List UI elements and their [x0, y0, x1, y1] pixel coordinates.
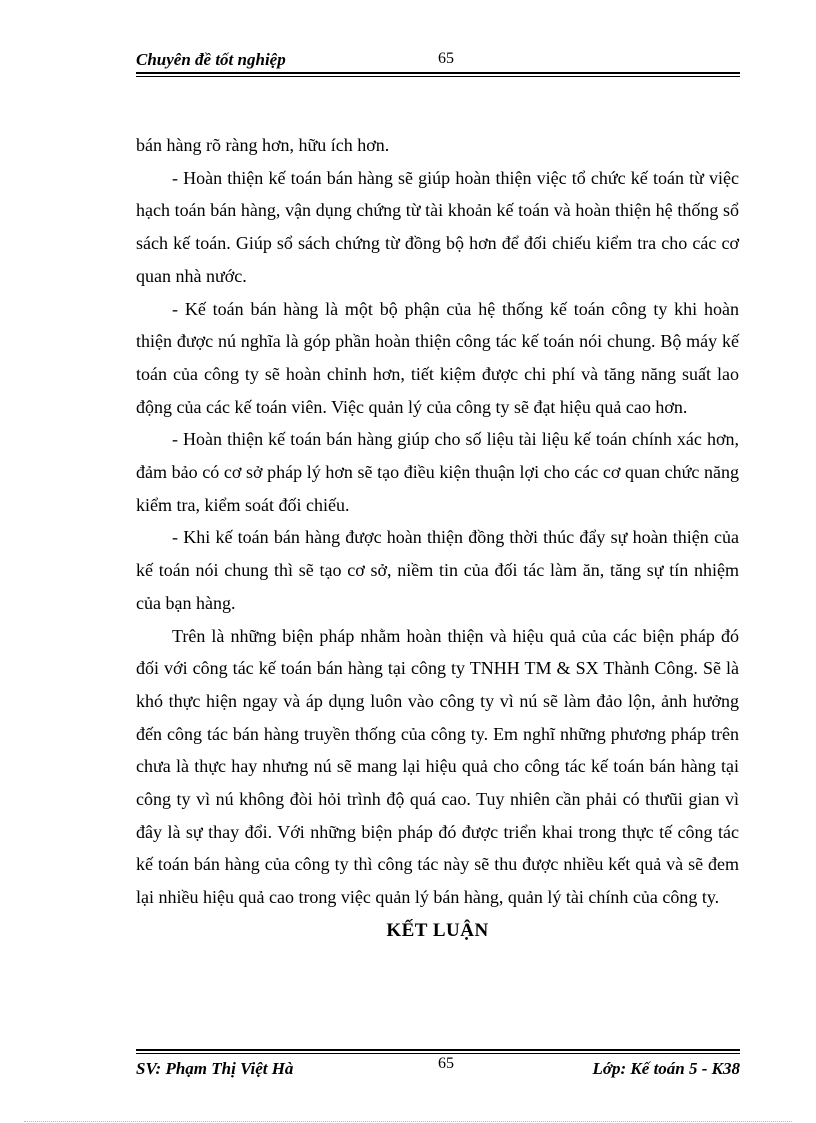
paragraph-data-accuracy: - Hoàn thiện kế toán bán hàng giúp cho số liệu tài liệu kế toán chính xác hơn, đảm bảo có cơ sở pháp lý hơn sẽ tạo điều kiện thuận lợi cho các cơ quan chức năng kiểm tra, kiểm soát đối chiếu.	[136, 429, 739, 515]
header-rule	[136, 76, 740, 77]
document-title: Chuyên đề tốt nghiệp	[136, 50, 286, 69]
header-page-number: 65	[438, 50, 454, 67]
paragraph-continuation: bán hàng rõ ràng hơn, hữu ích hơn.	[136, 135, 390, 155]
paragraph-department: - Kế toán bán hàng là một bộ phận của hệ thống kế toán công ty khi hoàn thiện được nú nghĩa là góp phần hoàn thiện công tác kế toán nói chung. Bộ máy kế toán của công ty sẽ hoàn chỉnh hơn, tiết kiệm được chi phí và tăng năng suất lao động của các kế toán viên. Việc quản lý của công ty sẽ đạt hiệu quả cao hơn.	[136, 298, 739, 417]
paragraph-summary: Trên là những biện pháp nhằm hoàn thiện và hiệu quả của các biện pháp đó đối với công tác kế toán bán hàng tại công ty TNHH TM & SX Thành Công. Sẽ là khó thực hiện ngay và áp dụng luôn vào công ty vì nú sẽ làm đảo lộn, ảnh hưởng đến công tác bán hàng truyền thống của công ty. Em nghĩ những phương pháp trên chưa là thực hay nhưng nú sẽ mang lại hiệu quả cho công tác kế toán bán hàng tại công ty vì nú không đòi hỏi trình độ quá cao. Tuy nhiên cần phải có thưũi gian vì đây là sự thay đổi. Với những biện pháp đó được triển khai trong thực tế công tác kế toán bán hàng của công ty thì công tác này sẽ thu được nhiều kết quả và sẽ đem lại nhiều hiệu quả cao trong việc quản lý bán hàng, quản lý tài chính của công ty.	[136, 625, 739, 908]
page-footer	[136, 1049, 740, 1078]
document-body	[136, 129, 739, 946]
conclusion-heading: KẾT LUẬN	[386, 919, 489, 941]
page-header	[136, 44, 740, 74]
paragraph-accounting-system: - Hoàn thiện kế toán bán hàng sẽ giúp hoàn thiện việc tổ chức kế toán từ việc hạch toán bán hàng, vận dụng chứng từ tài khoản kế toán và hoàn thiện hệ thống sổ sách kế toán. Giúp sổ sách chứng từ đồng bộ hơn để đối chiếu kiểm tra cho các cơ quan nhà nước.	[136, 167, 739, 286]
page-edge-divider	[24, 1121, 792, 1122]
footer-page-number: 65	[438, 1055, 454, 1072]
class-info: Lớp: Kế toán 5 - K38	[592, 1059, 740, 1078]
student-name: SV: Phạm Thị Việt Hà	[136, 1059, 294, 1078]
paragraph-partner-trust: - Khi kế toán bán hàng được hoàn thiện đồng thời thúc đẩy sự hoàn thiện của kế toán nói chung thì sẽ tạo cơ sở, niềm tin của đối tác làm ăn, tăng sự tín nhiệm của bạn hàng.	[136, 527, 739, 613]
footer-rule	[136, 1053, 740, 1054]
